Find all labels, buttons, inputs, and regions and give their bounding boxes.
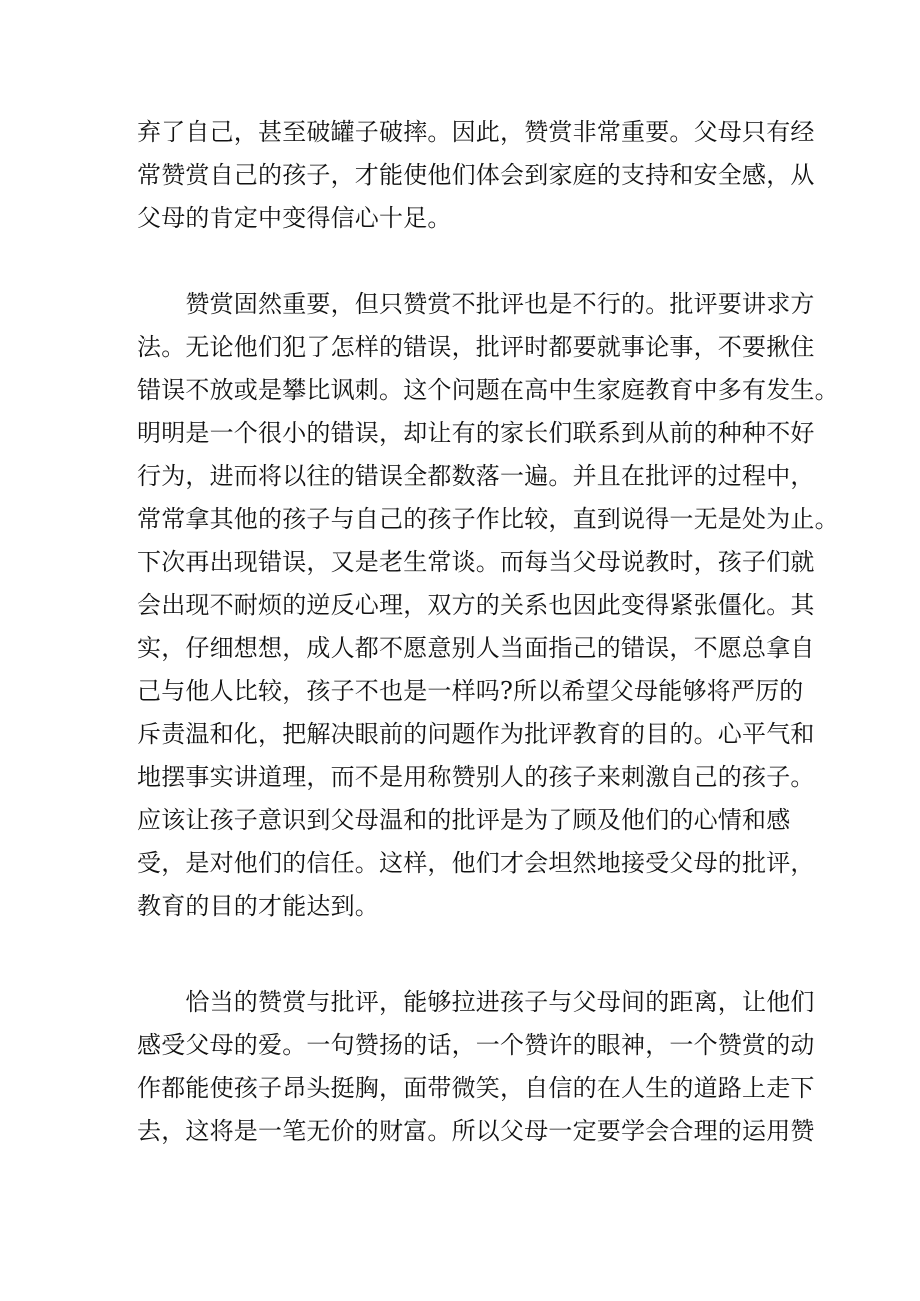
text-line: 去，这将是一笔无价的财富。所以父母一定要学会合理的运用赞 (137, 1117, 815, 1145)
text-line: 常常拿其他的孩子与自己的孩子作比较，直到说得一无是处为止。 (137, 505, 839, 533)
text-line: 受，是对他们的信任。这样，他们才会坦然地接受父母的批评， (137, 849, 815, 877)
text-line: 应该让孩子意识到父母温和的批评是为了顾及他们的心情和感 (137, 806, 791, 834)
text-line: 赞赏固然重要，但只赞赏不批评也是不行的。批评要讲求方 (137, 290, 815, 318)
text-line: 明明是一个很小的错误，却让有的家长们联系到从前的种种不好 (137, 419, 815, 447)
paragraph-1 (137, 111, 815, 240)
text-line: 作都能使孩子昂头挺胸，面带微笑，自信的在人生的道路上走下 (137, 1074, 815, 1102)
text-line: 错误不放或是攀比讽刺。这个问题在高中生家庭教育中多有发生。 (137, 376, 839, 404)
text-line: 感受父母的爱。一句赞扬的话，一个赞许的眼神，一个赞赏的动 (137, 1031, 815, 1059)
text-line: 实，仔细想想，成人都不愿意别人当面指己的错误，不愿总拿自 (137, 634, 815, 662)
text-line: 法。无论他们犯了怎样的错误，批评时都要就事论事，不要揪住 (137, 333, 815, 361)
text-line: 会出现不耐烦的逆反心理，双方的关系也因此变得紧张僵化。其 (137, 591, 815, 619)
paragraph-3 (137, 981, 815, 1153)
paragraph-2 (137, 283, 839, 928)
text-line: 地摆事实讲道理，而不是用称赞别人的孩子来刺激自己的孩子。 (137, 763, 815, 791)
text-line: 己与他人比较，孩子不也是一样吗?所以希望父母能够将严厉的 (137, 677, 804, 705)
text-line: 下次再出现错误，又是老生常谈。而每当父母说教时，孩子们就 (137, 548, 815, 576)
text-line: 常赞赏自己的孩子，才能使他们体会到家庭的支持和安全感，从 (137, 161, 815, 189)
text-line: 恰当的赞赏与批评，能够拉进孩子与父母间的距离，让他们 (137, 988, 815, 1016)
text-line: 行为，进而将以往的错误全都数落一遍。并且在批评的过程中， (137, 462, 815, 490)
text-line: 斥责温和化，把解决眼前的问题作为批评教育的目的。心平气和 (137, 720, 815, 748)
text-line: 教育的目的才能达到。 (137, 892, 379, 920)
text-line: 弃了自己，甚至破罐子破摔。因此，赞赏非常重要。父母只有经 (137, 118, 815, 146)
text-line: 父母的肯定中变得信心十足。 (137, 204, 452, 232)
